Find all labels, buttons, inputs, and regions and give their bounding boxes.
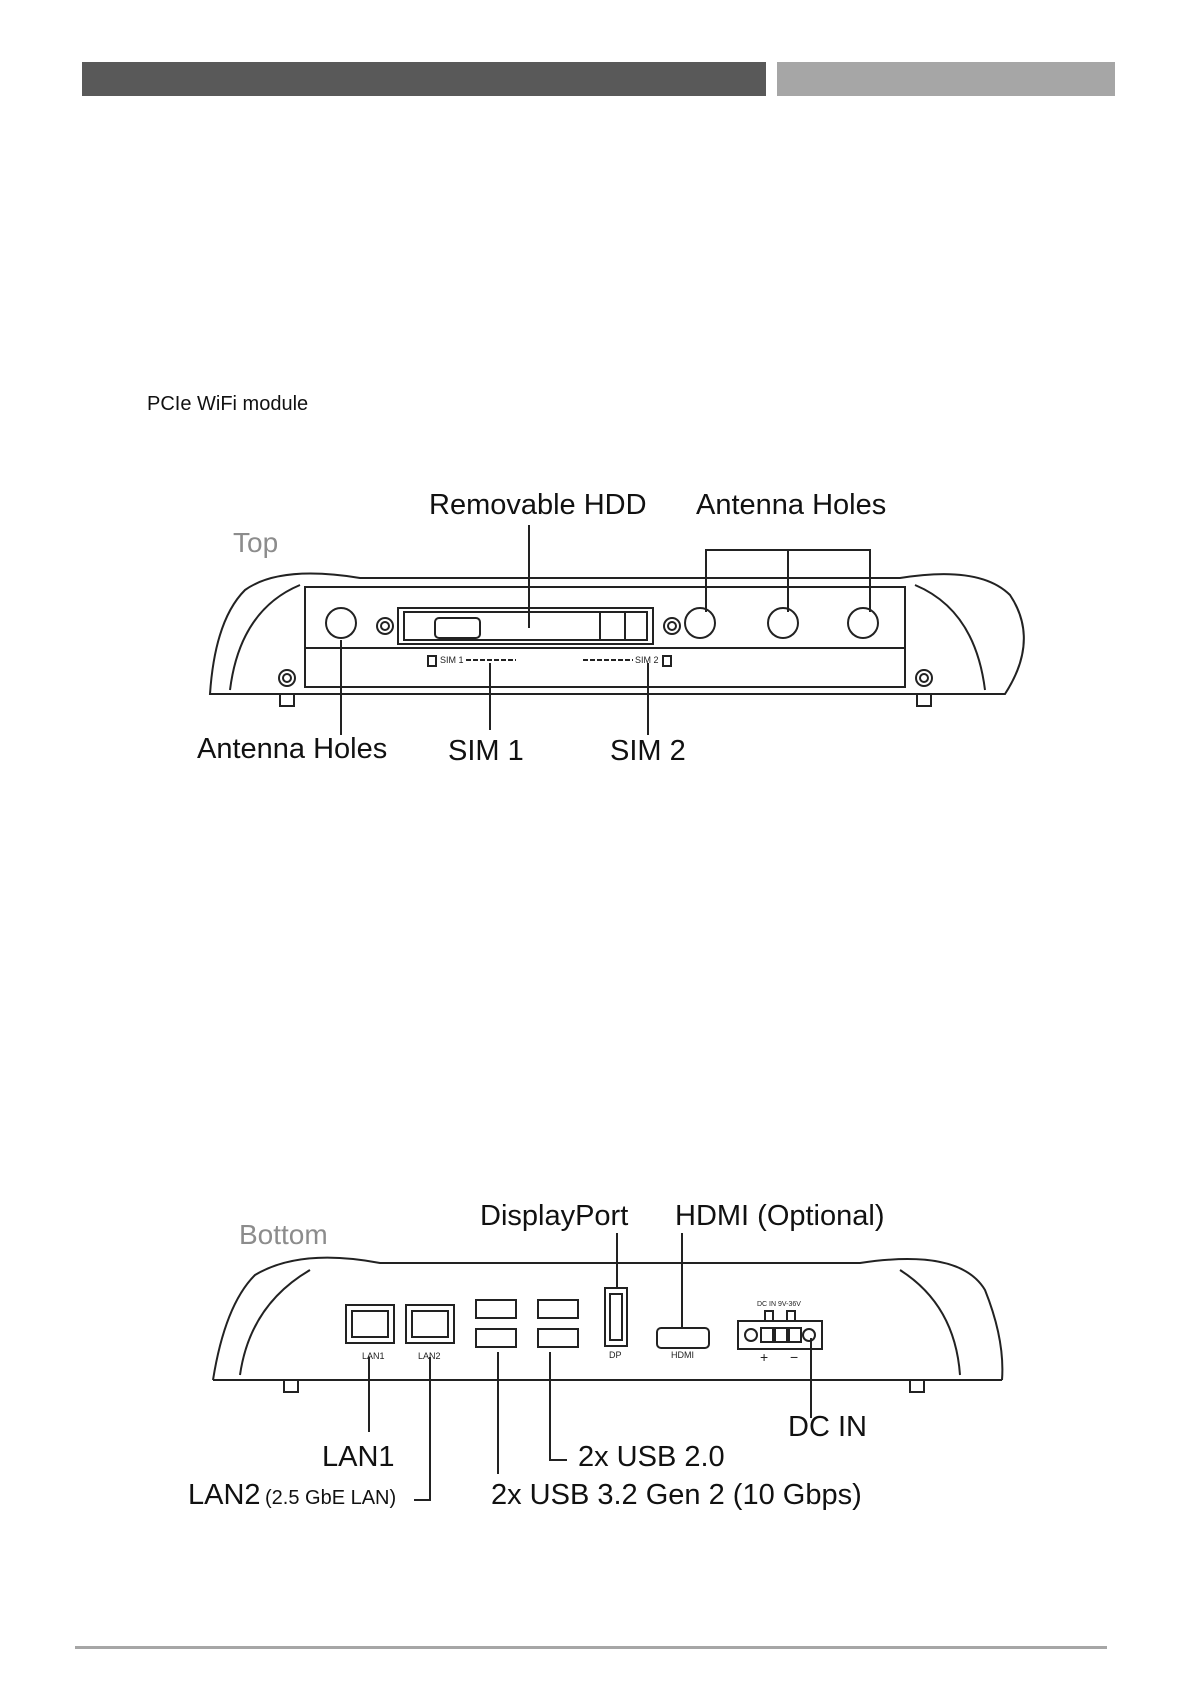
label-dc-in: DC IN: [788, 1411, 867, 1443]
note-text: PCIe WiFi module: [147, 393, 309, 415]
panel-sim1-text: SIM 1: [440, 655, 464, 665]
label-usb20: 2x USB 2.0: [578, 1441, 725, 1473]
panel-lan2-text: LAN2: [418, 1351, 441, 1361]
panel-dc-text: DC IN 9V-36V: [757, 1301, 801, 1308]
usb32-port-top: [476, 1300, 516, 1318]
usb20-port-top: [538, 1300, 578, 1318]
panel-lan1-text: LAN1: [362, 1351, 385, 1361]
usb20-port-bottom: [538, 1329, 578, 1347]
bottom-view-title: Bottom: [239, 1219, 328, 1250]
label-displayport: DisplayPort: [480, 1200, 629, 1232]
displayport-port: [605, 1288, 627, 1346]
panel-sim2-text: SIM 2: [635, 655, 659, 665]
panel-plus-text: +: [760, 1349, 769, 1365]
label-lan2: LAN2: [188, 1479, 261, 1511]
label-lan2-group: [188, 1479, 396, 1512]
dc-in-terminal: [738, 1321, 822, 1349]
label-lan2-note: (2.5 GbE LAN): [265, 1487, 397, 1509]
panel-dp-text: DP: [609, 1350, 622, 1360]
top-view-title: Top: [233, 527, 279, 558]
footer-rule: [75, 1646, 1107, 1649]
panel-minus-text: −: [790, 1349, 799, 1365]
label-hdmi: HDMI (Optional): [675, 1200, 885, 1232]
label-sim2: SIM 2: [610, 735, 686, 767]
label-removable-hdd: Removable HDD: [429, 489, 647, 521]
label-sim1: SIM 1: [448, 735, 524, 767]
hdmi-port: [657, 1328, 709, 1348]
label-antenna-holes-right: Antenna Holes: [696, 489, 887, 521]
bottom-housing: [213, 1258, 1002, 1380]
usb32-port-bottom: [476, 1329, 516, 1347]
label-lan1: LAN1: [322, 1441, 395, 1473]
panel-hdmi-text: HDMI: [671, 1350, 694, 1360]
label-antenna-holes-left: Antenna Holes: [197, 733, 388, 765]
label-usb32: 2x USB 3.2 Gen 2 (10 Gbps): [491, 1479, 862, 1511]
